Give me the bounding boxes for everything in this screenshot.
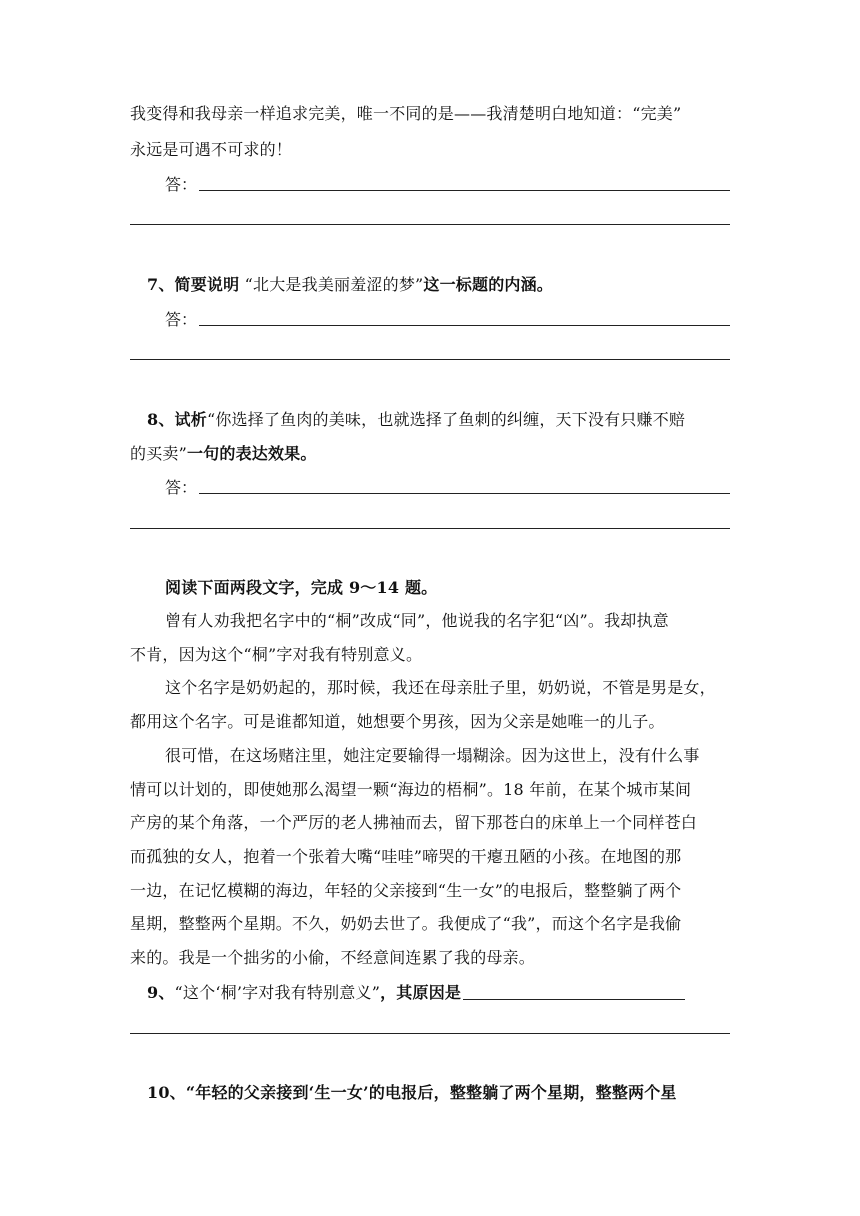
answer-line-8a[interactable] (199, 493, 730, 494)
passage-line-7: 产房的某个角落，一个严厉的老人拂袖而去，留下那苍白的床单上一个同样苍白 (130, 813, 698, 832)
answer-line-6a[interactable] (199, 190, 730, 191)
answer-line-7b[interactable] (130, 359, 730, 360)
passage-line-11: 来的。我是一个拙劣的小偷，不经意间连累了我的母亲。 (130, 948, 536, 967)
question-7-quote: “北大是我美丽羞涩的梦” (244, 275, 424, 294)
answer-line-9b[interactable] (130, 1033, 730, 1034)
question-7-rest: 这一标题的内涵。 (423, 275, 554, 294)
question-8-rest: 一句的表达效果。 (186, 444, 317, 463)
section-heading: 阅读下面两段文字，完成 9～14 题。 (165, 578, 438, 597)
passage-line-1: 曾有人劝我把名字中的“桐”改成“同”，他说我的名字犯“凶”。我却执意 (165, 611, 669, 630)
question-9-rest: ，其原因是 (380, 983, 462, 1002)
passage-line-4: 都用这个名字。可是谁都知道，她想要个男孩，因为父亲是她唯一的儿子。 (130, 712, 665, 731)
question-8-line-2 (130, 444, 730, 464)
passage-line-3: 这个名字是奶奶起的，那时候，我还在母亲肚子里，奶奶说，不管是男是女， (165, 678, 716, 697)
question-8-number: 8、试析 (147, 410, 207, 429)
answer-line-9a[interactable] (463, 983, 685, 1000)
question-8-line-1 (147, 410, 747, 430)
answer-label-7: 答： (165, 310, 198, 329)
question-10-quote: “年轻的父亲接到‘生一女’的电报后，整整躺了两个星期，整整两个星 (185, 1083, 677, 1102)
question-9 (147, 983, 747, 1003)
answer-label-6: 答： (165, 175, 198, 194)
passage-line-5: 很可惜，在这场赌注里，她注定要输得一塌糊涂。因为这世上，没有什么事 (165, 746, 700, 765)
passage-top-line-1: 我变得和我母亲一样追求完美，唯一不同的是——我清楚明白地知道：“完美” (130, 104, 682, 123)
question-7 (147, 275, 747, 295)
question-7-number: 7、简要说明 (147, 275, 240, 294)
answer-label-8: 答： (165, 478, 198, 497)
answer-line-7a[interactable] (199, 325, 730, 326)
question-9-number: 9、 (147, 983, 175, 1002)
question-10-number: 10、 (147, 1083, 186, 1102)
question-8-quote-1: “你选择了鱼肉的美味，也就选择了鱼刺的纠缠，天下没有只赚不赔 (206, 410, 686, 429)
question-9-quote: “这个‘桐’字对我有特别意义” (174, 983, 381, 1002)
passage-line-8: 而孤独的女人，抱着一个张着大嘴“哇哇”啼哭的干瘪丑陋的小孩。在地图的那 (130, 847, 682, 866)
question-10 (147, 1083, 747, 1103)
answer-line-6b[interactable] (130, 224, 730, 225)
passage-line-10: 星期，整整两个星期。不久，奶奶去世了。我便成了“我”，而这个名字是我偷 (130, 914, 682, 933)
passage-line-2: 不肯，因为这个“桐”字对我有特别意义。 (130, 645, 423, 664)
passage-line-6: 情可以计划的，即使她那么渴望一颗“海边的梧桐”。18 年前，在某个城市某间 (130, 780, 692, 799)
question-8-quote-2: 的买卖” (130, 444, 187, 463)
passage-line-9: 一边，在记忆模糊的海边，年轻的父亲接到“生一女”的电报后，整整躺了两个 (130, 881, 682, 900)
passage-top-line-2: 永远是可遇不可求的！ (130, 140, 293, 159)
answer-line-8b[interactable] (130, 528, 730, 529)
